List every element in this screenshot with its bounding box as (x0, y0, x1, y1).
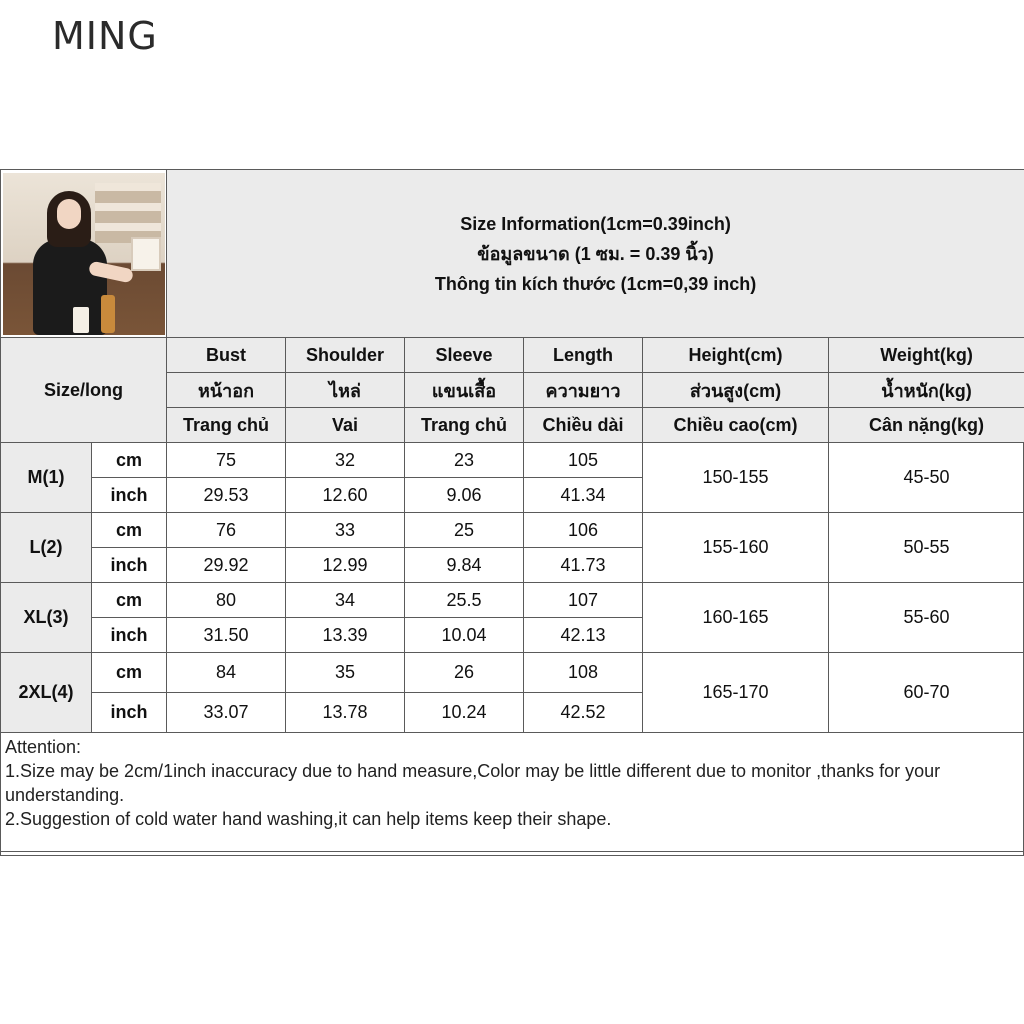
measurement-cell: 84 (167, 653, 286, 693)
measurement-cell: 13.78 (286, 693, 405, 733)
size-name: XL(3) (1, 583, 92, 653)
table-row (1, 513, 1024, 548)
size-information-title (167, 170, 1024, 338)
measurement-cell: 23 (405, 443, 524, 478)
info-line-th: ข้อมูลขนาด (1 ซม. = 0.39 นิ้ว) (477, 243, 714, 264)
column-header: น้ำหนัก(kg) (829, 373, 1024, 408)
measurement-cell: 105 (524, 443, 643, 478)
column-header: Length (524, 338, 643, 373)
unit-label: cm (92, 583, 167, 618)
unit-label: cm (92, 443, 167, 478)
measurement-cell: 33 (286, 513, 405, 548)
size-table (0, 169, 1024, 852)
table-row (1, 653, 1024, 693)
size-name: M(1) (1, 443, 92, 513)
weight-range: 60-70 (829, 653, 1024, 733)
measurement-cell: 13.39 (286, 618, 405, 653)
note-line2: 2.Suggestion of cold water hand washing,it can help items keep their shape. (5, 809, 612, 829)
measurement-cell: 41.73 (524, 548, 643, 583)
table-row (1, 443, 1024, 478)
header-row-en (1, 338, 1024, 373)
column-header: ส่วนสูง(cm) (643, 373, 829, 408)
column-header: ความยาว (524, 373, 643, 408)
size-name: 2XL(4) (1, 653, 92, 733)
info-line-vi: Thông tin kích thước (1cm=0,39 inch) (434, 273, 757, 294)
measurement-cell: 42.13 (524, 618, 643, 653)
unit-label: inch (92, 618, 167, 653)
info-row (1, 170, 1024, 338)
measurement-cell: 26 (405, 653, 524, 693)
height-range: 165-170 (643, 653, 829, 733)
column-header: Sleeve (405, 338, 524, 373)
note-title: Attention: (5, 737, 82, 757)
attention-notes (1, 733, 1024, 852)
model-photo (3, 173, 165, 335)
column-header: Trang chủ (167, 408, 286, 443)
measurement-cell: 9.06 (405, 478, 524, 513)
column-header: Weight(kg) (829, 338, 1024, 373)
measurement-cell: 107 (524, 583, 643, 618)
measurement-cell: 75 (167, 443, 286, 478)
measurement-cell: 29.92 (167, 548, 286, 583)
unit-label: inch (92, 693, 167, 733)
height-range: 150-155 (643, 443, 829, 513)
measurement-cell: 80 (167, 583, 286, 618)
measurement-cell: 10.04 (405, 618, 524, 653)
measurement-cell: 25 (405, 513, 524, 548)
measurement-cell: 76 (167, 513, 286, 548)
height-range: 155-160 (643, 513, 829, 583)
size-name: L(2) (1, 513, 92, 583)
column-header: Height(cm) (643, 338, 829, 373)
measurement-cell: 10.24 (405, 693, 524, 733)
measurement-cell: 12.60 (286, 478, 405, 513)
measurement-cell: 35 (286, 653, 405, 693)
size-chart (0, 169, 1024, 856)
column-header: หน้าอก (167, 373, 286, 408)
measurement-cell: 33.07 (167, 693, 286, 733)
measurement-cell: 31.50 (167, 618, 286, 653)
column-header: Bust (167, 338, 286, 373)
weight-range: 45-50 (829, 443, 1024, 513)
unit-label: cm (92, 513, 167, 548)
brand-logo: MING (52, 14, 158, 58)
unit-label: inch (92, 478, 167, 513)
product-photo (1, 170, 167, 338)
unit-label: cm (92, 653, 167, 693)
measurement-cell: 29.53 (167, 478, 286, 513)
weight-range: 50-55 (829, 513, 1024, 583)
column-header: แขนเสื้อ (405, 373, 524, 408)
weight-range: 55-60 (829, 583, 1024, 653)
column-header: ไหล่ (286, 373, 405, 408)
measurement-cell: 106 (524, 513, 643, 548)
measurement-cell: 42.52 (524, 693, 643, 733)
info-line-en: Size Information(1cm=0.39inch) (460, 213, 731, 234)
measurement-cell: 41.34 (524, 478, 643, 513)
notes-row (1, 733, 1024, 852)
measurement-cell: 12.99 (286, 548, 405, 583)
table-row (1, 583, 1024, 618)
measurement-cell: 34 (286, 583, 405, 618)
measurement-cell: 108 (524, 653, 643, 693)
column-header: Shoulder (286, 338, 405, 373)
measurement-cell: 32 (286, 443, 405, 478)
column-header: Vai (286, 408, 405, 443)
measurement-cell: 9.84 (405, 548, 524, 583)
column-header: Trang chủ (405, 408, 524, 443)
unit-label: inch (92, 548, 167, 583)
note-line1: 1.Size may be 2cm/1inch inaccuracy due to hand measure,Color may be little different due to monitor ,thanks for your understanding. (5, 761, 941, 805)
column-header: Chiều cao(cm) (643, 408, 829, 443)
size-long-label: Size/long (1, 338, 167, 443)
column-header: Chiều dài (524, 408, 643, 443)
measurement-cell: 25.5 (405, 583, 524, 618)
column-header: Cân nặng(kg) (829, 408, 1024, 443)
height-range: 160-165 (643, 583, 829, 653)
